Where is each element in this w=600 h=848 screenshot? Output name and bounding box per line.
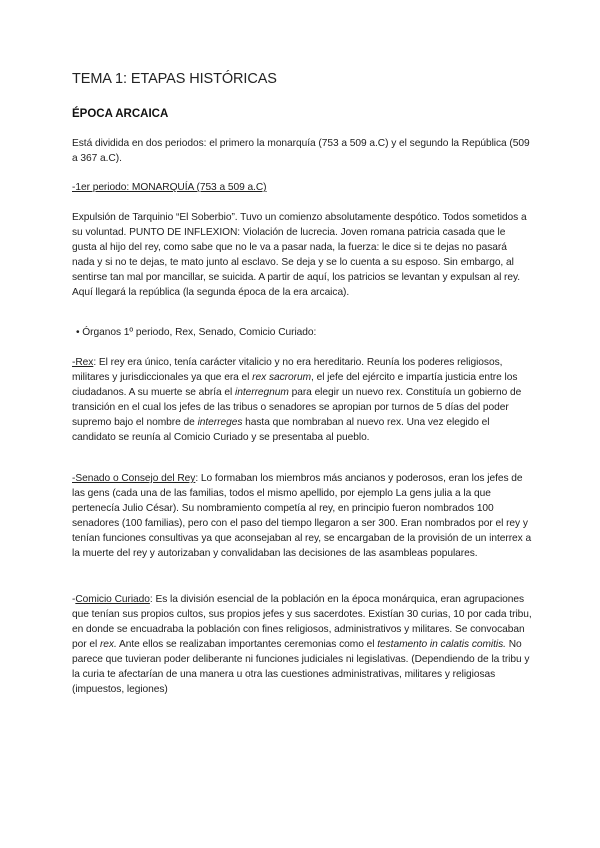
rex-text-2: , el jefe del ejército e impartía justicia entre los ciudadanos. A su muerte se abría el bbox=[72, 372, 518, 398]
comicio-term-rex: rex. bbox=[99, 639, 117, 650]
intro-paragraph: Está dividida en dos periodos: el primero la monarquía (753 a 509 a.C) y el segundo la República (509 a 367 a.C). bbox=[72, 138, 530, 164]
comicio-prefix: - bbox=[72, 594, 76, 605]
rex-text-3: para elegir un nuevo rex. Constituía un gobierno de transición en el cual los jefes de las tribus o senadores se apropian por turnos de 5 días del poder supremo bajo el nombre de bbox=[72, 387, 522, 428]
rex-term-interreges: interreges bbox=[197, 417, 243, 428]
organs-bullet: • Órganos 1º periodo, Rex, Senado, Comicio Curiado: bbox=[76, 327, 317, 338]
expulsion-paragraph: Expulsión de Tarquinio “El Soberbio”. Tuvo un comienzo absolutamente despótico. Todos sometidos a su voluntad. PUNTO DE INFLEXION: Violación de lucrecia. Joven romana patricia casada que le gusta al hijo del rey, como sabe que no le va a pasar nada, la fuerza: le dice si te dejas no pasará nada y si no te dejas, te mato junto al esclavo. Se deja y se lo cuenta a su esposo. Sin embargo, al sentirse tan mal por mancillar, se suicida. A partir de aquí, los patricios se levantan y expulsan al rey. Aquí llegará la república (la segunda época de la era arcaica). bbox=[72, 212, 527, 298]
comicio-label: Comicio Curiado bbox=[75, 594, 150, 605]
document-title: TEMA 1: ETAPAS HISTÓRICAS bbox=[72, 71, 277, 87]
section-heading: ÉPOCA ARCAICA bbox=[72, 108, 169, 120]
rex-term-interregnum: interregnum bbox=[235, 387, 289, 398]
comicio-text-2: Ante ellos se realizaban importantes ceremonias como el bbox=[116, 639, 378, 650]
period-heading: -1er periodo: MONARQUÍA (753 a 509 a.C) bbox=[72, 182, 267, 193]
comicio-term-testamento: testamento in calatis comitis. bbox=[377, 639, 506, 650]
senado-label: -Senado o Consejo del Rey bbox=[72, 473, 196, 484]
rex-text-4: hasta que nombraban al nuevo rex. Una vez elegido el candidato se reunía al Comicio Curiado y se presentaba al pueblo. bbox=[72, 417, 490, 443]
rex-paragraph bbox=[72, 355, 532, 445]
rex-term-rex-sacrorum: rex sacrorum bbox=[252, 372, 312, 383]
comicio-text-3: No parece que tuvieran poder deliberante ni funciones judiciales ni legislativas. (Dependiendo de la tribu y la curia te afectarían de una manera u otra las cuestiones administrativas, militares y religiosas (impuestos, legiones) bbox=[72, 639, 530, 695]
senado-text: : Lo formaban los miembros más ancianos y poderosos, eran los jefes de las gens (cada una de las familias, todos el mismo apellido, por ejemplo La gens julia a la que pertenecía Julio César). Su nombramiento competía al rey, en principio fueron nombrados 100 senadores (100 familias), pero con el paso del tiempo llegaron a ser 300. Eran nombrados por el rey y tenían funciones consultivas ya que aconsejaban al rey, se encargaban de la provisión de un interrex a la muerte del rey y autorizaban y convalidaban las decisiones de las asambleas populares. bbox=[72, 473, 532, 559]
comicio-text-1: : Es la división esencial de la población en la época monárquica, eran agrupaciones que tenían sus propios cultos, sus propios jefes y sus sacerdotes. Existían 30 curias, 10 por cada tribu, en donde se encuadraba la población con fines religiosos, administrativos y militares. Se convocaban por el bbox=[72, 594, 532, 650]
rex-text-1: : El rey era único, tenía carácter vitalicio y no era hereditario. Reunía los poderes religiosos, militares y jurisdiccionales ya que era el bbox=[72, 357, 503, 383]
rex-label: -Rex bbox=[72, 357, 94, 368]
senado-paragraph bbox=[72, 471, 532, 561]
comicio-paragraph bbox=[72, 592, 532, 697]
